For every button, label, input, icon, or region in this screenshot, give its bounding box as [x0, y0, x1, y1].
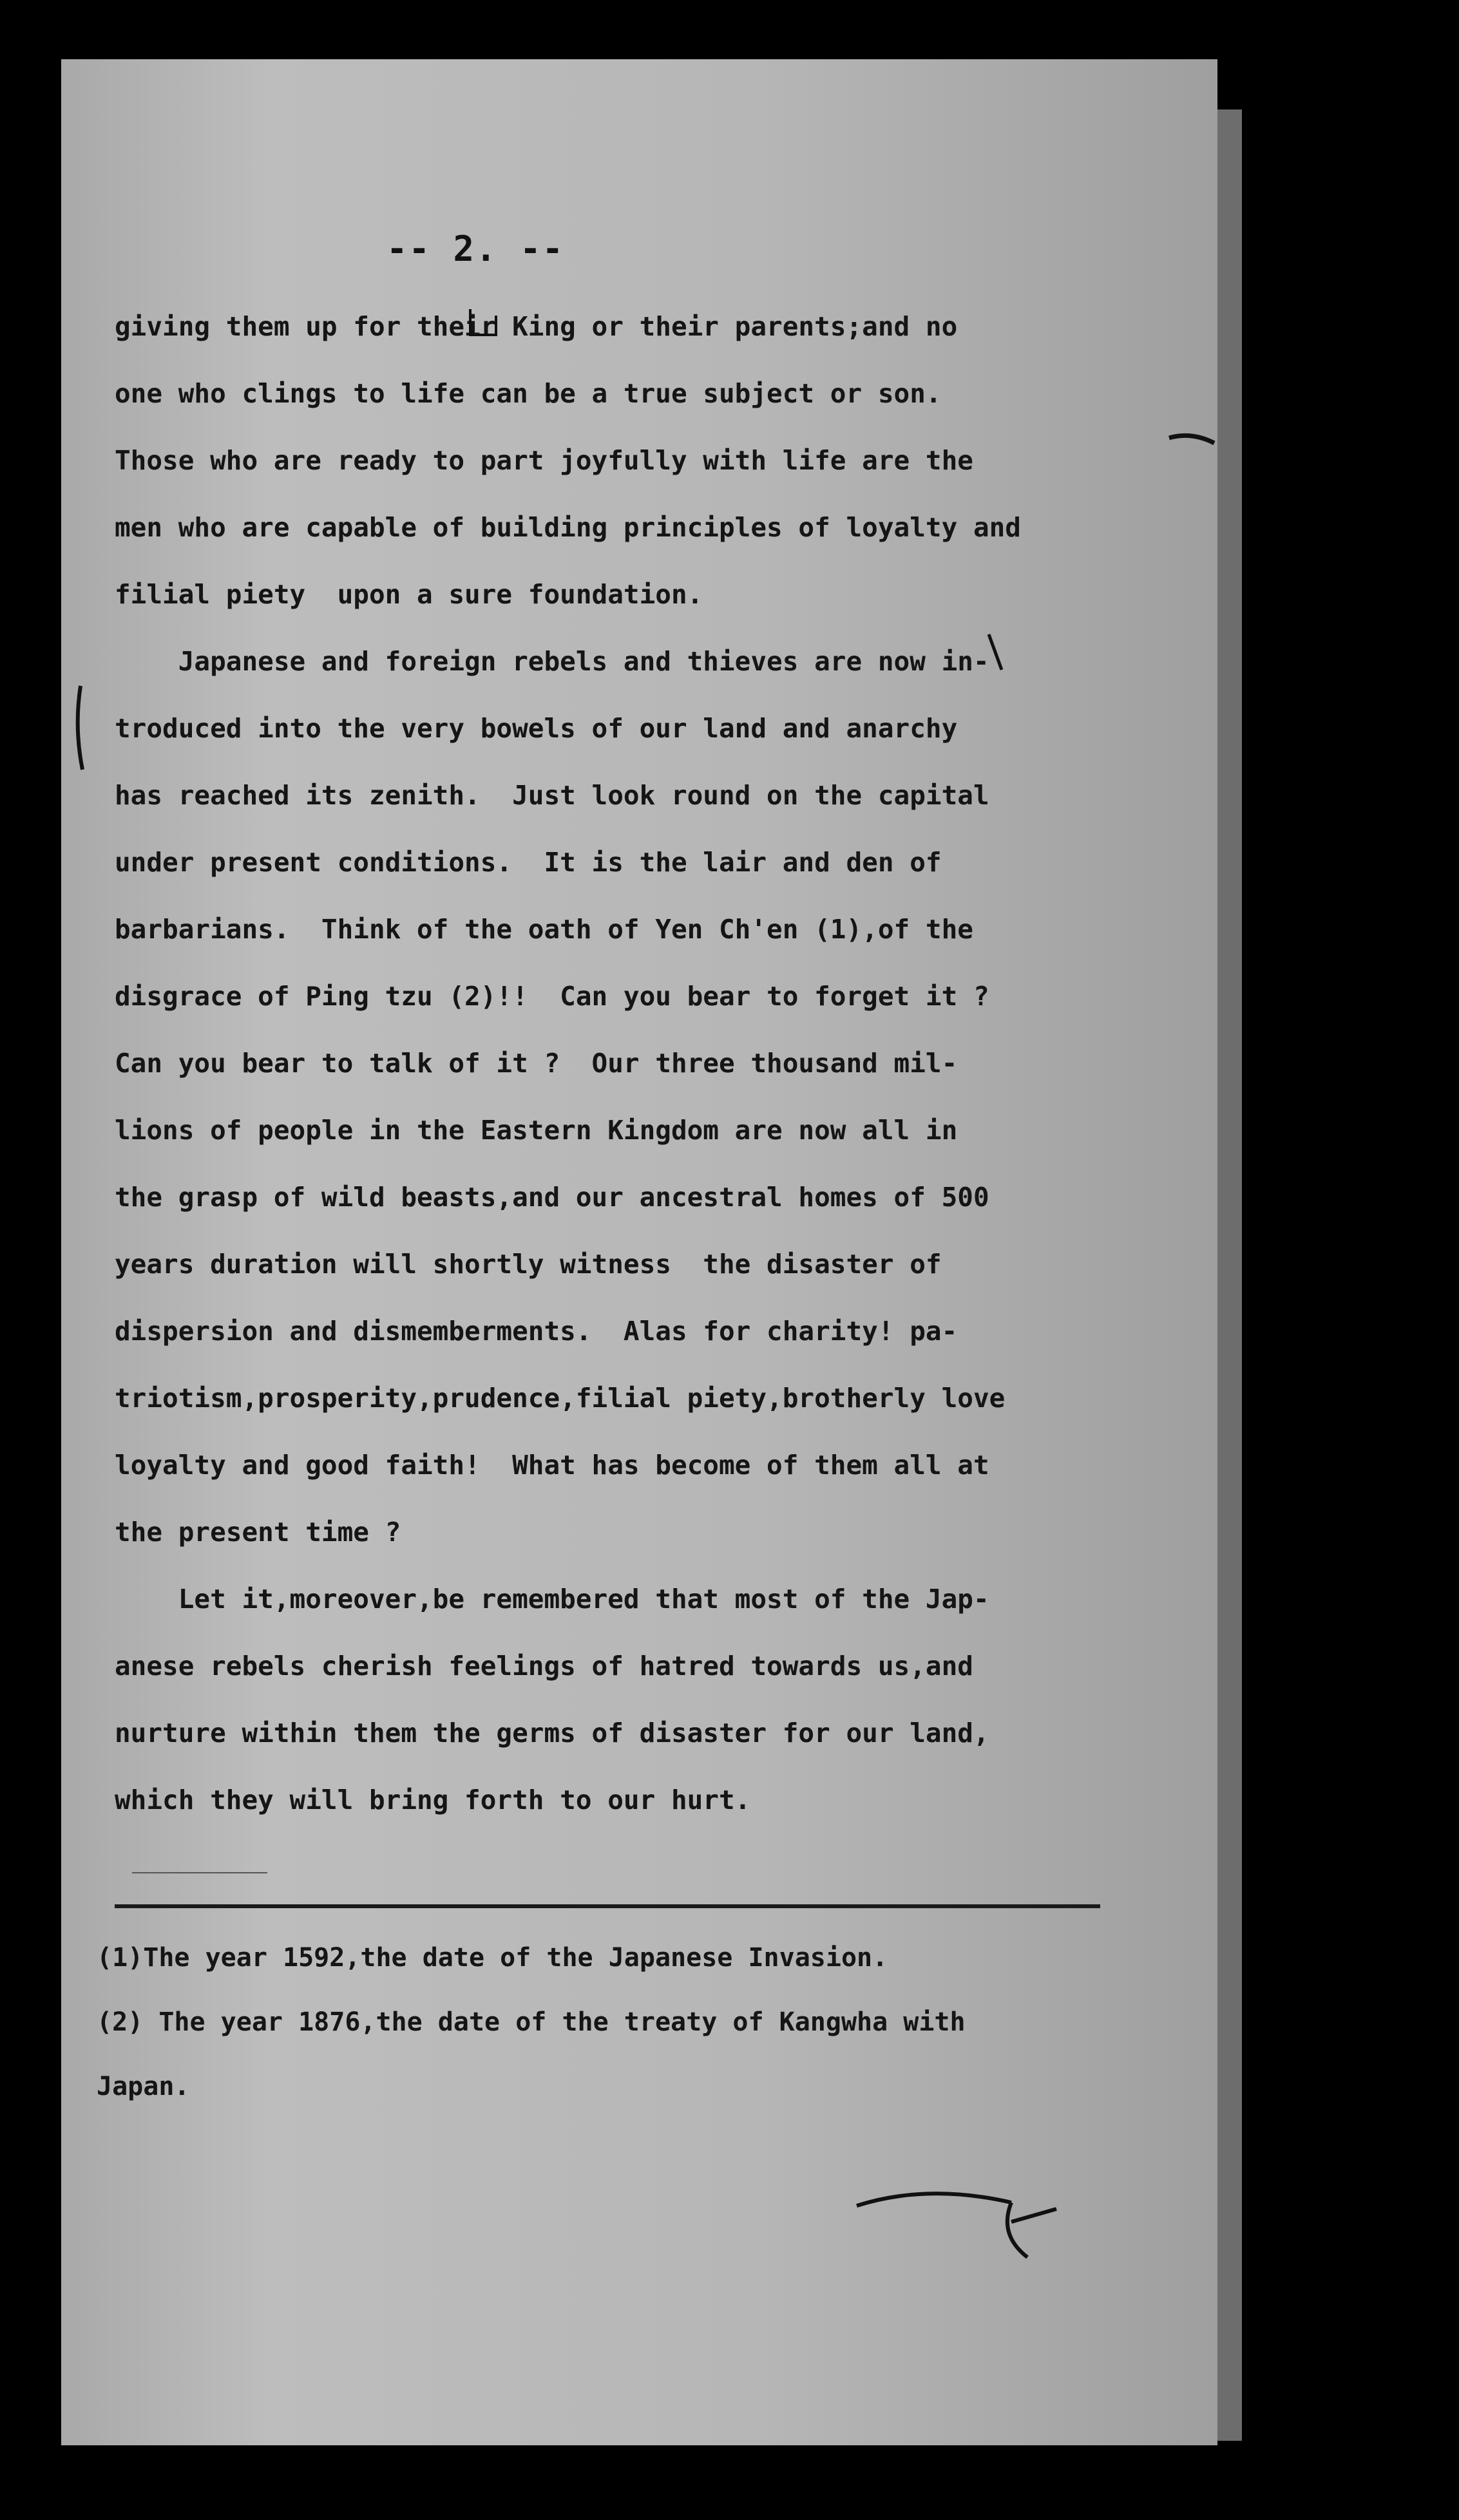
text-line: the present time ? — [115, 1517, 401, 1548]
text-line: which they will bring forth to our hurt. — [115, 1785, 751, 1815]
text-line: under present conditions. It is the lair and den of — [115, 847, 942, 878]
text-line: men who are capable of building principles of loyalty and — [115, 512, 1021, 543]
footnote-line: (1)The year 1592,the date of the Japanese Invasion. — [97, 1943, 888, 1973]
short-rule — [132, 1872, 267, 1873]
text-line: loyalty and good faith! What has become of them all at — [115, 1450, 989, 1481]
text-line: triotism,prosperity,prudence,filial piety,brotherly love — [115, 1383, 1006, 1414]
footnote-divider — [115, 1904, 1100, 1908]
text-line: troduced into the very bowels of our land and anarchy — [115, 713, 958, 744]
margin-mark-right — [1166, 425, 1217, 451]
text-line: anese rebels cherish feelings of hatred towards us,and — [115, 1651, 973, 1682]
check-mark — [986, 631, 1011, 676]
text-line: Let it,moreover,be remembered that most of the Jap- — [115, 1584, 989, 1615]
text-line: years duration will shortly witness the disaster of — [115, 1249, 942, 1280]
body-text — [115, 293, 1132, 1833]
text-line: the grasp of wild beasts,and our ancestral homes of 500 — [115, 1182, 989, 1213]
text-line: dispersion and dismemberments. Alas for charity! pa- — [115, 1316, 958, 1347]
text-line: one who clings to life can be a true subject or son. — [115, 378, 942, 409]
caret-mark — [464, 306, 502, 345]
footnotes — [97, 1926, 1127, 2119]
footnote-line: (2) The year 1876,the date of the treaty of Kangwha with — [97, 2007, 966, 2037]
underlying-sheet-edge — [1216, 109, 1242, 2441]
text-line: giving them up for their King or their parents;and no — [115, 311, 958, 342]
pen-flourish — [850, 2177, 1063, 2267]
text-line: filial piety upon a sure foundation. — [115, 579, 703, 610]
text-line: barbarians. Think of the oath of Yen Ch'en (1),of the — [115, 914, 973, 945]
footnote-line: Japan. — [97, 2072, 190, 2101]
text-line: Can you bear to talk of it ? Our three thousand mil- — [115, 1048, 958, 1079]
page-number: -- 2. -- — [386, 229, 565, 269]
text-line: lions of people in the Eastern Kingdom are now all in — [115, 1115, 958, 1146]
text-line: Japanese and foreign rebels and thieves are now in- — [115, 646, 989, 677]
text-line: disgrace of Ping tzu (2)!! Can you bear to forget it ? — [115, 981, 989, 1012]
text-line: nurture within them the germs of disaster for our land, — [115, 1718, 989, 1748]
text-line: has reached its zenith. Just look round on the capital — [115, 780, 989, 811]
text-line: Those who are ready to part joyfully with life are the — [115, 445, 973, 476]
margin-mark-left — [71, 683, 90, 773]
